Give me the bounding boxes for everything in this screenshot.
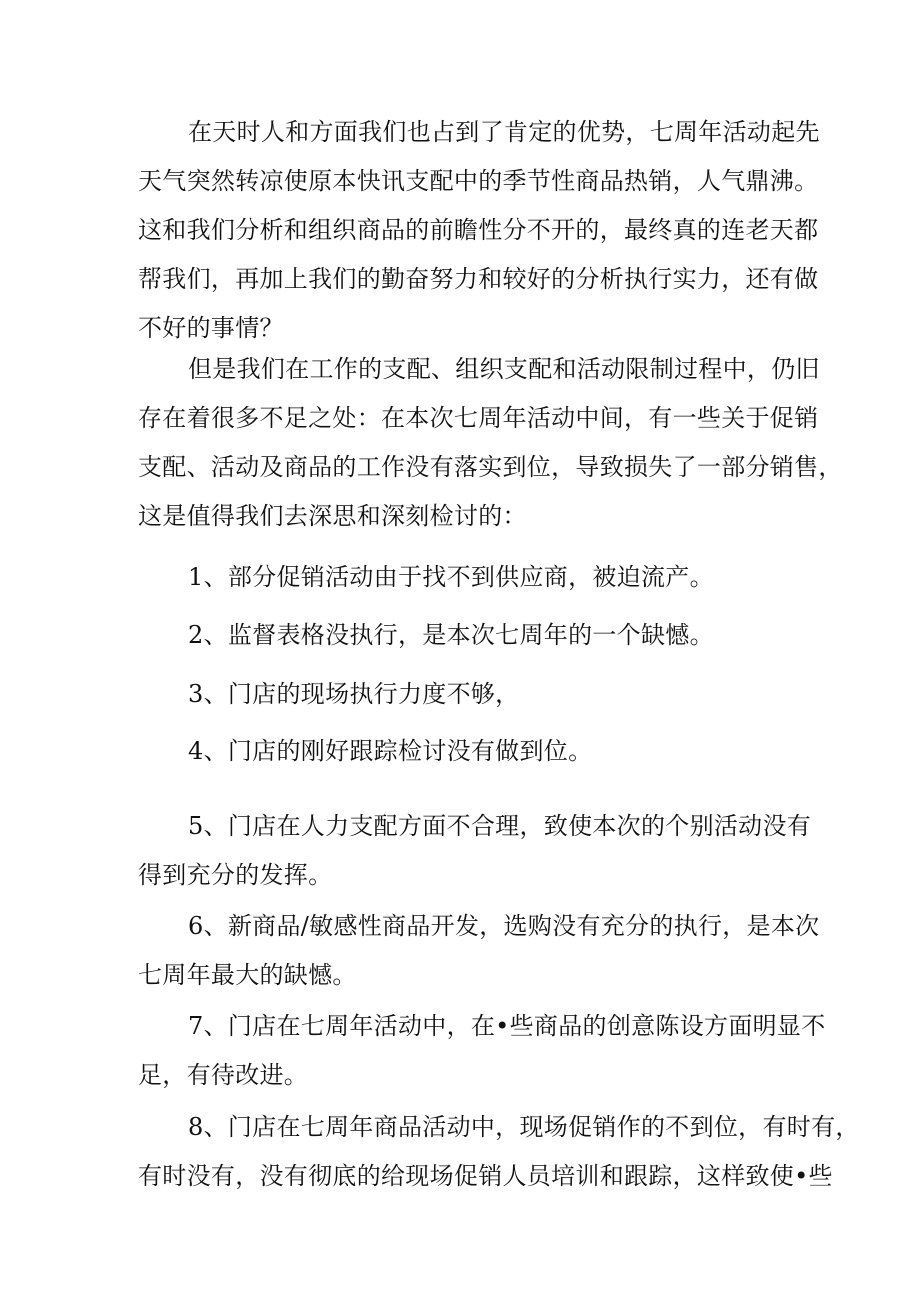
text-line: 这是值得我们去深思和深刻检讨的：	[138, 502, 527, 530]
list-item-2	[138, 611, 788, 660]
text-line: 在天时人和方面我们也占到了肯定的优势，七周年活动起先	[188, 118, 820, 146]
text-line: 7、门店在七周年活动中，在•些商品的创意陈设方面明显不	[188, 1012, 826, 1040]
text-line: 存在着很多不足之处：在本次七周年活动中间，有一些关于促销	[138, 404, 819, 432]
text-line: 4、门店的刚好跟踪检讨没有做到位。	[188, 737, 593, 765]
text-line: 8、门店在七周年商品活动中，现场促销作的不到位，有时有，	[188, 1113, 860, 1141]
text-line: 6、新商品/敏感性商品开发，选购没有充分的执行，是本次	[188, 912, 820, 940]
text-line: 不好的事情？	[138, 314, 284, 342]
text-line: 5、门店在人力支配方面不合理，致使本次的个别活动没有	[188, 812, 812, 840]
list-item-5	[138, 802, 812, 900]
text-line: 3、门店的现场执行力度不够，	[188, 680, 520, 708]
text-line: 帮我们，再加上我们的勤奋努力和较好的分析执行实力，还有做	[138, 265, 819, 293]
paragraph-shortcomings	[138, 345, 843, 541]
text-line: 得到充分的发挥。	[138, 861, 333, 889]
text-line: 足，有待改进。	[138, 1061, 309, 1089]
list-item-7	[138, 1002, 826, 1100]
paragraph-advantages	[138, 108, 820, 353]
list-item-1	[138, 553, 788, 602]
text-line: 有时没有，没有彻底的给现场促销人员培训和跟踪，这样致使•些	[138, 1162, 833, 1190]
list-item-3	[138, 670, 788, 719]
list-item-6	[138, 902, 820, 1000]
text-line: 但是我们在工作的支配、组织支配和活动限制过程中，仍旧	[188, 355, 820, 383]
list-item-4	[138, 727, 788, 776]
text-line: 七周年最大的缺憾。	[138, 961, 357, 989]
text-line: 1、部分促销活动由于找不到供应商，被迫流产。	[188, 563, 714, 591]
text-line: 支配、活动及商品的工作没有落实到位，导致损失了一部分销售，	[138, 453, 843, 481]
text-line: 天气突然转凉使原本快讯支配中的季节性商品热销，人气鼎沸。	[138, 167, 819, 195]
list-item-8	[138, 1103, 860, 1201]
text-line: 2、监督表格没执行，是本次七周年的一个缺憾。	[188, 621, 714, 649]
text-line: 这和我们分析和组织商品的前瞻性分不开的，最终真的连老天都	[138, 216, 819, 244]
